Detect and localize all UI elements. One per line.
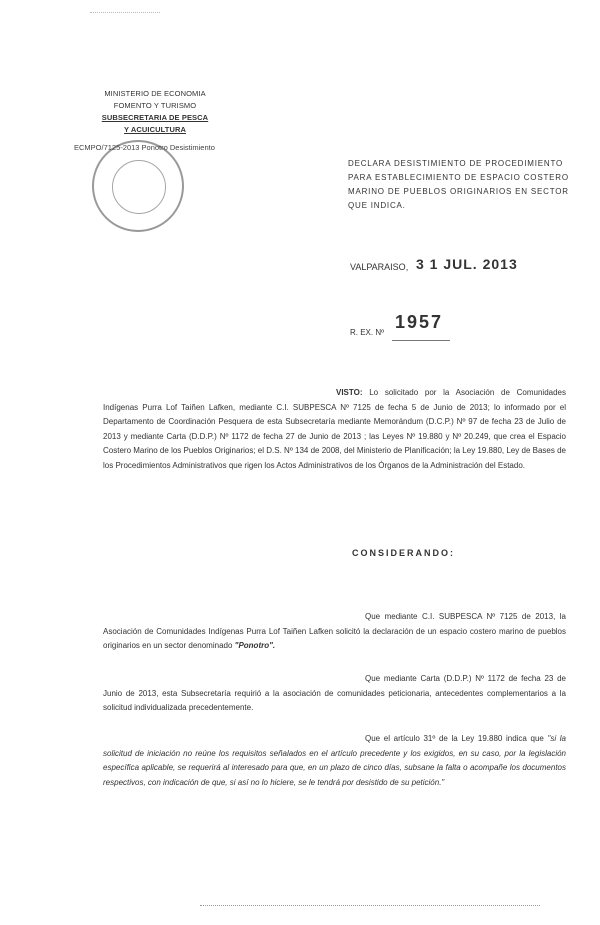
footer-scan-artifact <box>200 905 540 906</box>
visto-paragraph <box>103 386 566 473</box>
header-line-fomento: FOMENTO Y TURISMO <box>113 101 197 110</box>
para2-text: 23 de Junio de 2013, esta Subsecretaría requirió a la asociación de comunidades peticionaria, antecedentes complementarios a la solicitud individualizada precedentemente. <box>103 674 566 712</box>
visto-label: VISTO: <box>336 388 363 397</box>
header-line-subsecretaria: SUBSECRETARIA DE PESCA <box>101 113 209 122</box>
seal-inner-ring <box>112 160 166 214</box>
resolution-number: 1957 <box>395 312 444 332</box>
para3-lead: Que el artículo 31º de la Ley 19.880 indica que <box>365 734 544 743</box>
header-line-ministry: MINISTERIO DE ECONOMIA <box>104 89 206 98</box>
para2-lead: Que mediante Carta (D.D.P.) Nº 1172 de fecha <box>365 674 541 683</box>
considerando-heading: CONSIDERANDO: <box>352 548 456 558</box>
ministry-header <box>80 88 230 136</box>
date-stamp: 3 1 JUL. 2013 <box>416 256 518 272</box>
considerando-paragraph-2 <box>103 672 566 716</box>
para1-lead: Que mediante C.I. SUBPESCA Nº 7125 de 2013, la <box>365 612 566 621</box>
resolution-title: DECLARA DESISTIMIENTO DE PROCEDIMIENTO PARA ESTABLECIMIENTO DE ESPACIO COSTERO MARINO DE PUEBLOS ORIGINARIOS EN SECTOR QUE INDICA. <box>348 159 569 210</box>
para3-quote: "si la solicitud de iniciación no reúne los requisitos señalados en el artículo precedente y los exigidos, en su caso, por la legislación específica aplicable, se requerirá al interesado para que, en un plazo de cinco días, subsane la falta o acompañe los documentos respectivos, con indicación de que, si así no lo hiciere, se le tendrá por desistido de su petición." <box>103 734 566 787</box>
para1-text: Asociación de Comunidades Indígenas Purra Lof Taiñen Lafken solicitó la declaración de un espacio costero marino de pueblos originarios en un sector denominado <box>103 626 566 650</box>
visto-text: Lo solicitado por la Asociación de Comunidades Indígenas Purra Lof Taiñen Lafken, mediante C.I. SUBPESCA Nº 7125 de fecha 5 de Junio de 2013; lo informado por el Departamento de Coordinación Pesquera de esta Subsecretaría mediante Memorándum (D.C.P.) Nº 97 de fecha 23 de Julio de 2013 y mediante Carta (D.D.P.) Nº 1172 de fecha 27 de Junio de 2013 ; las Leyes Nº 19.880 y Nº 20.249, que crea el Espacio Costero Marino de los Pueblos Originarios; el D.S. Nº 134 de 2008, del Ministerio de Planificación; la Ley 19.880, Ley de Bases de los Procedimientos Administrativos que rigen los Actos Administrativos de los Órganos de la Administración del Estado. <box>103 388 566 470</box>
resolution-underline <box>392 340 450 341</box>
scan-artifact <box>90 12 160 13</box>
considerando-paragraph-1 <box>103 610 566 654</box>
place-name: VALPARAISO, <box>350 262 409 272</box>
reference-code: ECMPO/7125-2013 Ponotro Desistimiento <box>74 143 215 152</box>
header-line-acuicultura: Y ACUICULTURA <box>124 125 186 134</box>
considerando-paragraph-3 <box>103 732 566 790</box>
official-seal-stamp <box>92 140 184 232</box>
para1-name: "Ponotro". <box>234 641 276 650</box>
resolution-label: R. EX. Nº <box>350 328 385 337</box>
